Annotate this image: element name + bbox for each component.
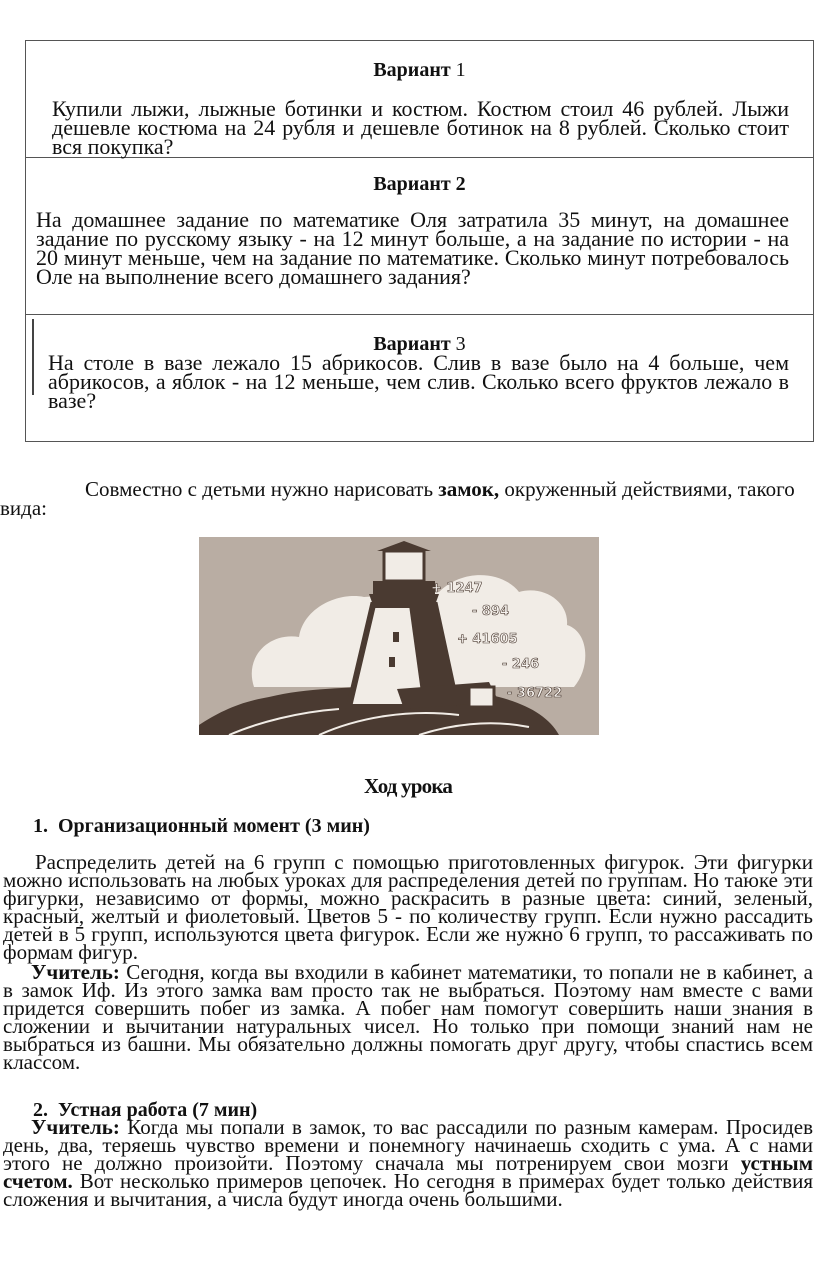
paragraph-groups: Распределить детей на 6 групп с помощью приготовленных фигурок. Эти фигурки можно использовать на любых уроках для распределения детей по группам. Но таюке эти фигурки, независимо от формы, можно раскрасить в разные цвета: синий, зеленый, красный, желтый и фиолетовый. Цветов 5 - по количеству групп. Если нужно рассадить детей в 5 групп, используются цвета фигурок. Если же нужно 6 групп, то рассаживать по формам фигур. [3,850,813,964]
section-heading-2: 2. Устная работа (7 мин) [33,1099,258,1121]
tower-window [389,657,395,667]
paragraph-teacher-2: Учитель: Когда мы попали в замок, то вас рассадили по разным камерам. Просидев день, два, теряешь чувство времени и понемногу начинаешь сходить с ума. А с нами этого не должно произойти. Поэтому сначала мы потренируем свои мозги устным счетом. Вот несколько примеров цепочек. Но сегодня в примерах будет только действия сложения и вычитания, а числа будут иногда очень большими. [3,1115,813,1211]
operation-label: - 36722 [507,686,563,701]
house-wall [469,687,494,707]
lighthouse-illustration [199,537,599,735]
intro-paragraph: Совместно с детьми нужно нарисовать замок, окруженный действиями, такого вида: [0,477,795,520]
variant-3-title: Вариант 3 [373,333,466,355]
variant-2-title: Вариант 2 [373,173,466,195]
variant-3-text: На столе в вазе лежало 15 абрикосов. Слив в вазе было на 4 больше, чем абрикосов, а яблок - на 12 меньше, чем слив. Сколько всего фруктов лежало в вазе? [48,350,789,413]
operation-label: + 1247 [431,581,483,596]
variant-3-box [25,314,814,442]
variant-1-text: Купили лыжи, лыжные ботинки и костюм. Костюм стоил 46 рублей. Лыжи дешевле костюма на 24 рубля и дешевле ботинок на 8 рублей. Сколько стоит вся покупка? [52,96,789,159]
variant-2-box [25,157,814,315]
variant-1-box [25,40,814,158]
margin-bar [32,319,34,395]
lighthouse-drawing [199,537,599,735]
operation-label: + 41605 [457,632,518,647]
tower-window [393,632,399,642]
variant-2-text: На домашнее задание по математике Оля затратила 35 минут, на домашнее задание по русскому языку - на 12 минут больше, а на задание по истории - на 20 минут меньше, чем на задание по математике. Сколько минут потребовалось Оле на выполнение всего домашнего задания? [36,207,789,289]
variant-1-title: Вариант 1 [373,59,466,81]
lighthouse-roof [377,541,431,551]
section-heading-1: 1. Организационный момент (3 мин) [33,815,370,837]
operation-label: - 894 [472,604,510,619]
paragraph-teacher-1: Учитель: Сегодня, когда вы входили в кабинет математики, то попали не в кабинет, а в замок Иф. Из этого замка вам просто так не выбраться. Поэтому нам вместе с вами придется совершить побег из замка. А побег нам помогут совершить наши знания в сложении и вычитании натуральных чисел. Но только при помощи знаний нам не выбраться из башни. Мы обязательно должны помогать друг другу, чтобы спастись всем классом. [3,960,813,1074]
gallery [373,581,435,594]
operation-label: - 246 [502,657,540,672]
lesson-title: Ход урока [363,774,453,798]
lantern-room [384,551,424,581]
